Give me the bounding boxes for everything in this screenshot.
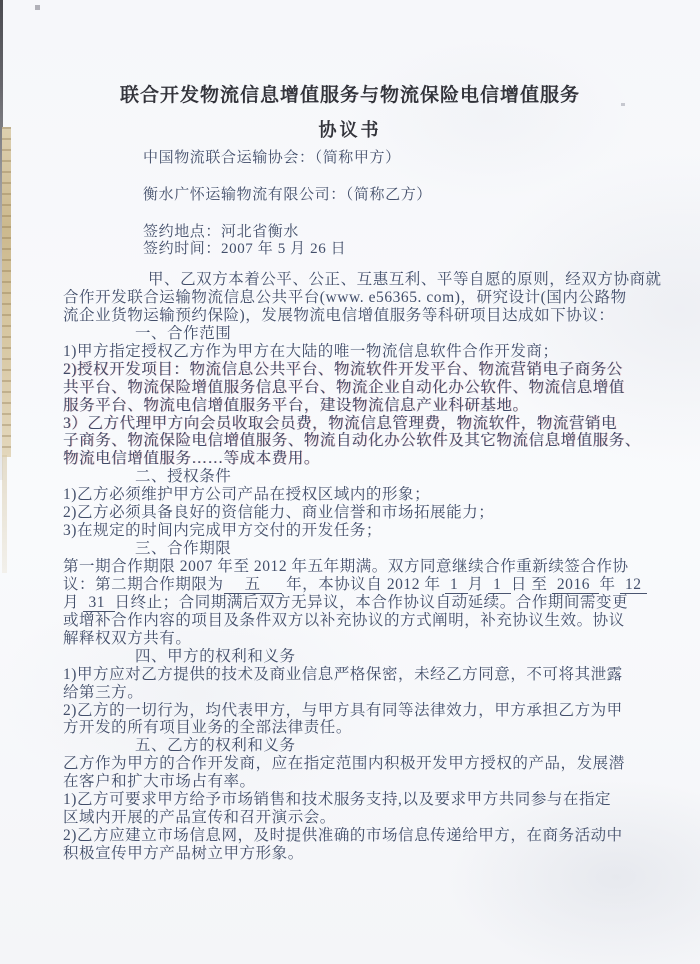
sign-date-line: 签约时间：2007 年 5 月 26 日 [143, 241, 347, 257]
body-line: 2)授权开发项目：物流信息公共平台、物流软件开发平台、物流营销电子商务公 [63, 360, 623, 378]
underlined-fill-in-value: 1 [445, 576, 468, 594]
party-b-line: 衡水广怀运输物流有限公司：（简称乙方） [143, 187, 432, 203]
binding-tape-strip-faint [2, 455, 7, 573]
body-line: 物流电信增值服务……等成本费用。 [63, 450, 320, 468]
binding-tape-strip [2, 127, 11, 457]
underlined-fill-in-value: 2016 [552, 576, 600, 594]
body-line: 流企业货物运输预约保险)，发展物流电信增值服务等科研项目达成如下协议： [63, 306, 615, 324]
body-line: 或增补合作内容的项目及条件双方以补充协议的方式阐明，补充协议生效。协议 [63, 611, 625, 629]
scan-speck [35, 5, 40, 10]
body-line: 乙方作为甲方的合作开发商，应在指定范围内积极开发甲方授权的产品，发展潜 [63, 755, 625, 773]
document-body [63, 271, 662, 863]
body-line: 1)甲方应对乙方提供的技术及商业信息严格保密，未经乙方同意，不可将其泄露 [63, 665, 623, 683]
body-line: 方开发的所有项目业务的全部法律责任。 [63, 719, 352, 737]
document-title-line2: 协议书 [318, 120, 382, 140]
body-text-segment: 月 [467, 575, 489, 593]
body-line: 服务平台、物流电信增值服务平台，建设物流信息产业科研基地。 [63, 396, 529, 414]
sign-place-line: 签约地点：河北省衡水 [143, 224, 300, 240]
underlined-fill-in-value: 五 [224, 576, 282, 594]
body-text-segment: 日终止；合同期满后双方无异议，本合作协议自动延续。合作期间需变更 [114, 593, 629, 611]
underlined-fill-in-value: 1 [488, 576, 511, 594]
body-text-segment: 年，本协议自 2012 年 [281, 575, 445, 593]
body-line: 甲、乙双方本着公平、公正、互惠互利、平等自愿的原则，经双方协商就 [148, 271, 662, 288]
body-line: 共平台、物流保险增值服务信息平台、物流企业自动化办公软件、物流信息增值 [63, 378, 625, 396]
body-line: 1)乙方必须维护甲方公司产品在授权区域内的形象； [63, 486, 431, 504]
body-line: 2)乙方的一切行为，均代表甲方，与甲方具有同等法律效力，甲方承担乙方为甲 [63, 701, 623, 719]
body-line: 2)乙方必须具备良好的资信能力、商业信誉和市场拓展能力； [63, 504, 495, 522]
underlined-fill-in-value: 31 [83, 594, 114, 612]
body-text-segment: 年 [599, 575, 620, 593]
section-heading-line: 二、授权条件 [135, 468, 232, 486]
body-line: 3)在规定的时间内完成甲方交付的开发任务； [63, 522, 382, 540]
body-line: 合作开发联合运输物流信息公共平台(www. e56365. com)，研究设计(国内公路物 [63, 288, 627, 306]
body-text-segment: 日 至 [510, 575, 552, 593]
party-a-line: 中国物流联合运输协会：（简称甲方） [143, 150, 401, 166]
section-heading-line: 三、合作期限 [135, 540, 232, 558]
body-line: 积极宣传甲方产品树立甲方形象。 [63, 845, 304, 862]
body-line: 1)乙方可要求甲方给予市场销售和技术服务支持,以及要求甲方共同参与在指定 [63, 791, 612, 809]
body-line [63, 594, 655, 612]
body-line: 区域内开展的产品宣传和召开演示会。 [63, 809, 336, 827]
body-line: 1)甲方指定授权乙方作为甲方在大陆的唯一物流信息软件合作开发商； [63, 342, 559, 360]
body-line: 给第三方。 [63, 683, 144, 701]
body-line: 在客户和扩大市场占有率。 [63, 773, 256, 791]
body-text-segment: 月 [63, 593, 84, 611]
section-heading-line: 四、甲方的权利和义务 [135, 647, 296, 665]
section-heading-line: 一、合作范围 [135, 324, 232, 342]
body-line: 解释权双方共有。 [63, 629, 192, 647]
body-line: 3）乙方代理甲方向会员收取会员费，物流信息管理费，物流软件，物流营销电 [63, 414, 618, 432]
body-line: 第一期合作期限 2007 年至 2012 年五年期满。双方同意继续合作重新续签合作协 [63, 558, 629, 575]
section-heading-line: 五、乙方的权利和义务 [135, 737, 296, 755]
body-text-segment: 议：第二期合作期限为 [63, 575, 224, 593]
underlined-fill-in-value: 12 [620, 576, 647, 594]
body-line: 2)乙方应建立市场信息网，及时提供准确的市场信息传递给甲方，在商务活动中 [63, 827, 623, 845]
document-title-line1: 联合开发物流信息增值服务与物流保险电信增值服务 [119, 85, 580, 106]
body-line: 子商务、物流保险电信增值服务、物流自动化办公软件及其它物流信息增值服务、 [63, 432, 641, 450]
body-line [63, 576, 655, 594]
